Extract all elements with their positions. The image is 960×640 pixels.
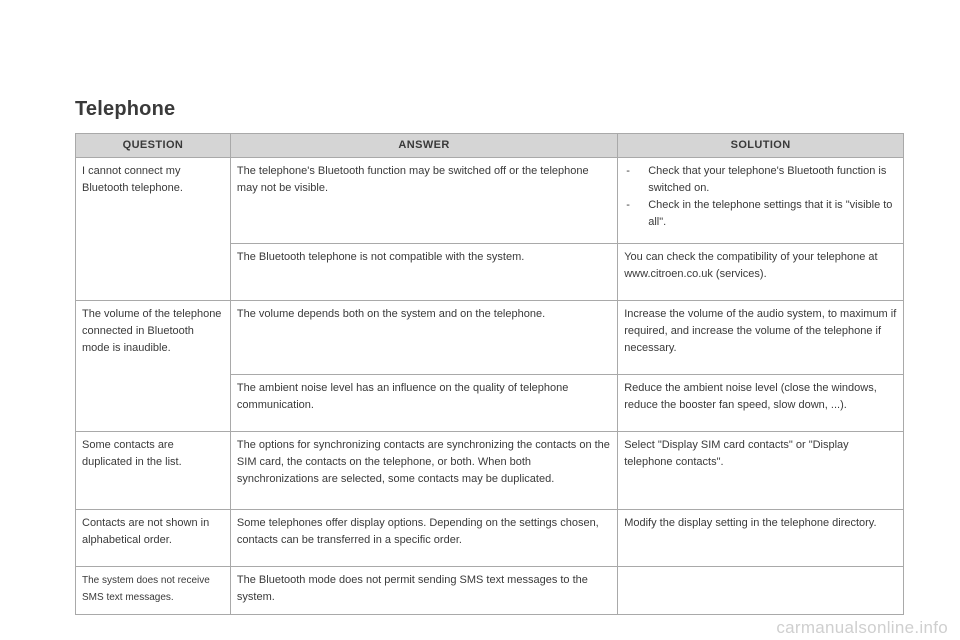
list-item (624, 163, 897, 197)
solution-cell: You can check the compatibility of your telephone at www.citroen.co.uk (services). (618, 244, 904, 301)
faq-table (75, 133, 904, 615)
solution-cell: Reduce the ambient noise level (close the windows, reduce the booster fan speed, slow down, ...). (618, 375, 904, 432)
question-cell: Contacts are not shown in alphabetical order. (76, 510, 231, 567)
answer-cell: The Bluetooth mode does not permit sending SMS text messages to the system. (230, 567, 617, 615)
table-header-row (76, 134, 904, 158)
column-header-solution: SOLUTION (618, 134, 904, 158)
table-row (76, 567, 904, 615)
solution-cell: Select "Display SIM card contacts" or "Display telephone contacts". (618, 432, 904, 510)
solution-item-text: Check that your telephone's Bluetooth function is switched on. (648, 165, 887, 194)
answer-cell: The volume depends both on the system and on the telephone. (230, 301, 617, 375)
table-row (76, 301, 904, 375)
solution-list (624, 163, 897, 231)
answer-cell: The Bluetooth telephone is not compatible with the system. (230, 244, 617, 301)
bullet-dash: - (626, 165, 630, 177)
list-item (624, 197, 897, 231)
solution-cell (618, 567, 904, 615)
table-row (76, 510, 904, 567)
question-cell: The system does not receive SMS text messages. (76, 567, 231, 615)
solution-cell: Modify the display setting in the telephone directory. (618, 510, 904, 567)
question-cell: Some contacts are duplicated in the list. (76, 432, 231, 510)
answer-cell: The options for synchronizing contacts are synchronizing the contacts on the SIM card, the contacts on the telephone, or both. When both synchronizations are selected, some contacts may be duplicated. (230, 432, 617, 510)
answer-cell: The ambient noise level has an influence on the quality of telephone communication. (230, 375, 617, 432)
answer-cell: Some telephones offer display options. Depending on the settings chosen, contacts can be transferred in a specific order. (230, 510, 617, 567)
solution-cell (618, 158, 904, 244)
watermark-text: carmanualsonline.info (776, 618, 948, 637)
column-header-question: QUESTION (76, 134, 231, 158)
question-cell: The volume of the telephone connected in Bluetooth mode is inaudible. (76, 301, 231, 432)
question-cell: I cannot connect my Bluetooth telephone. (76, 158, 231, 301)
page-title: Telephone (75, 98, 176, 120)
table-row (76, 158, 904, 244)
solution-item-text: Check in the telephone settings that it is "visible to all". (648, 199, 893, 228)
answer-cell: The telephone's Bluetooth function may be switched off or the telephone may not be visible. (230, 158, 617, 244)
column-header-answer: ANSWER (230, 134, 617, 158)
solution-cell: Increase the volume of the audio system, to maximum if required, and increase the volume of the telephone if necessary. (618, 301, 904, 375)
table-row (76, 432, 904, 510)
bullet-dash: - (626, 199, 630, 211)
